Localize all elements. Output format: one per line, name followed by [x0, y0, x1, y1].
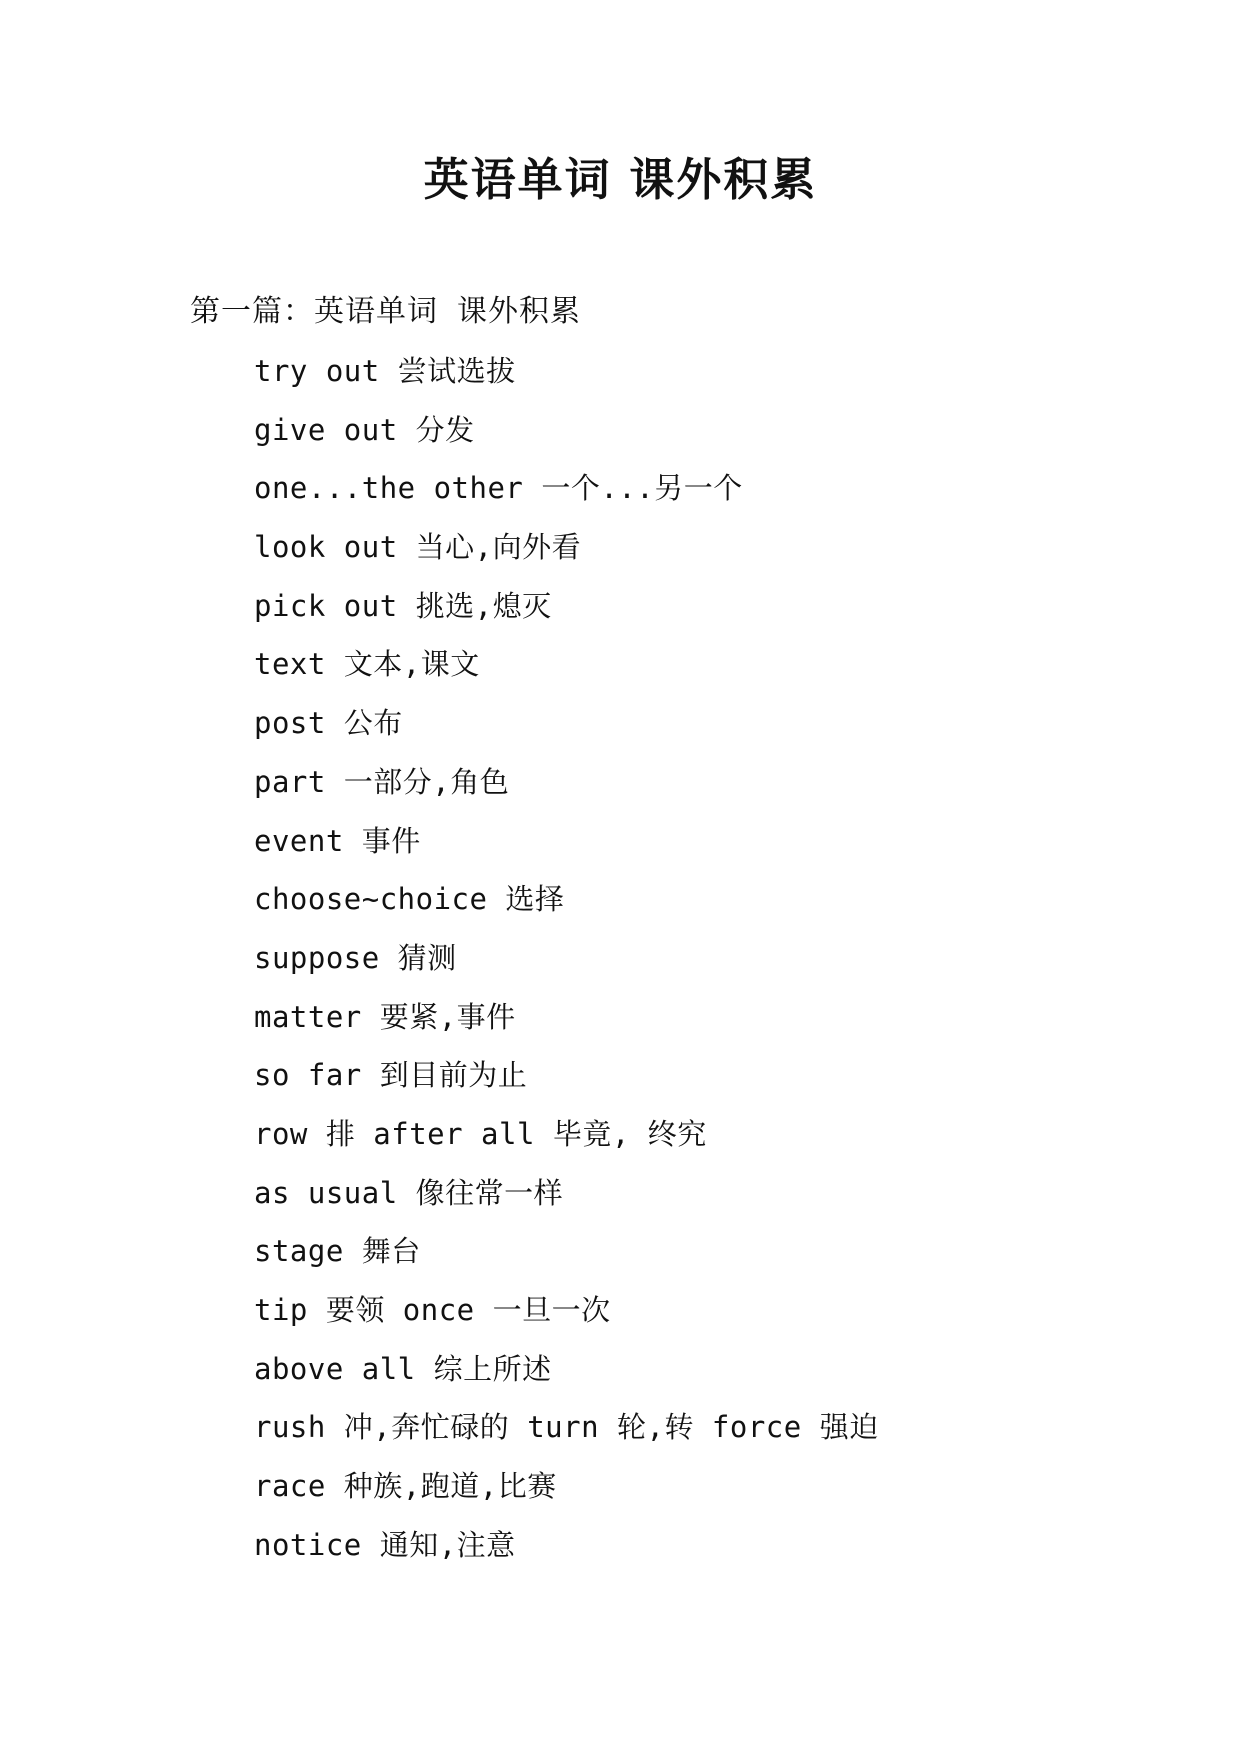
vocabulary-entry: row 排 after all 毕竟, 终究	[254, 1116, 707, 1151]
vocabulary-entry: one...the other 一个...另一个	[254, 471, 743, 506]
vocabulary-entry: stage 舞台	[254, 1234, 421, 1269]
vocabulary-entry: look out 当心,向外看	[254, 530, 582, 565]
vocabulary-list	[254, 351, 879, 1583]
vocabulary-entry: give out 分发	[254, 412, 475, 447]
vocabulary-entry: post 公布	[254, 706, 403, 741]
vocabulary-entry: suppose 猜测	[254, 940, 457, 975]
document-title: 英语单词 课外积累	[423, 153, 818, 206]
vocabulary-entry: rush 冲,奔忙碌的 turn 轮,转 force 强迫	[254, 1410, 879, 1445]
vocabulary-entry: tip 要领 once 一旦一次	[254, 1293, 611, 1327]
vocabulary-entry: matter 要紧,事件	[254, 999, 516, 1034]
vocabulary-entry: so far 到目前为止	[254, 1058, 528, 1093]
vocabulary-entry: above all 综上所述	[254, 1351, 552, 1386]
section-heading: 第一篇：英语单词 课外积累	[190, 294, 582, 329]
vocabulary-entry: choose~choice 选择	[254, 882, 565, 917]
vocabulary-entry: try out 尝试选拔	[254, 354, 516, 388]
vocabulary-entry: race 种族,跑道,比赛	[254, 1469, 557, 1504]
vocabulary-entry: event 事件	[254, 823, 421, 858]
vocabulary-entry: pick out 挑选,熄灭	[254, 588, 552, 623]
vocabulary-entry: notice 通知,注意	[254, 1527, 516, 1562]
vocabulary-entry: text 文本,课文	[254, 647, 480, 682]
vocabulary-entry: part 一部分,角色	[254, 764, 510, 799]
vocabulary-entry: as usual 像往常一样	[254, 1175, 564, 1210]
